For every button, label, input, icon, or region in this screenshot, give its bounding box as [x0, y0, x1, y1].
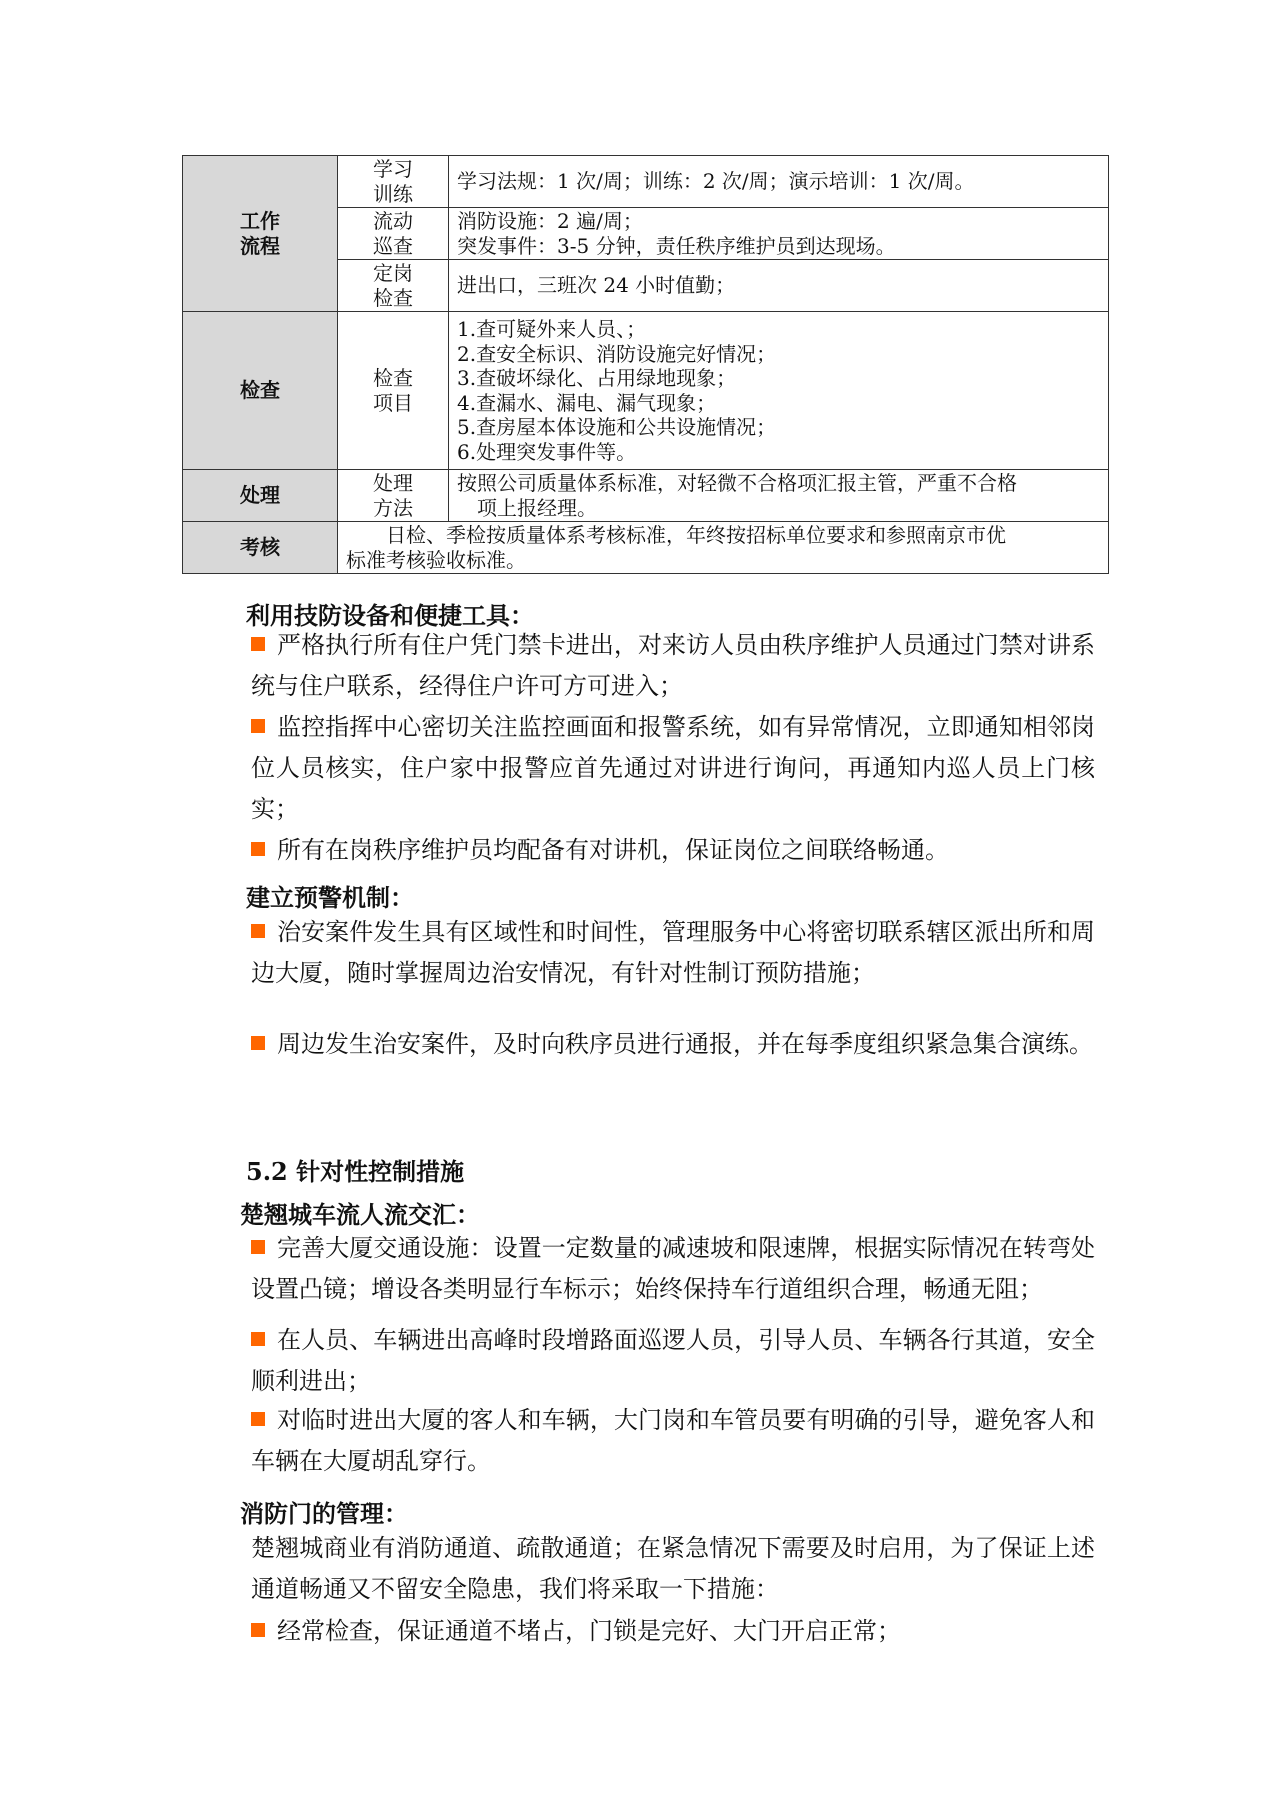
fire-door-item-text: 经常检查，保证通道不堵占，门锁是完好、大门开启正常；	[277, 1617, 901, 1645]
tech-item-2	[195, 707, 1095, 830]
table-row	[183, 312, 1109, 470]
content-line: 项上报经理。	[477, 495, 597, 520]
tech-item-text: 所有在岗秩序维护员均配备有对讲机，保证岗位之间联络畅通。	[277, 836, 949, 864]
content-line: 消防设施：2 遍/周；	[457, 209, 643, 233]
inspection-item: 1.查可疑外来人员、；	[457, 317, 647, 341]
inspection-item: 6.处理突发事件等。	[457, 439, 637, 464]
inspection-item: 4.查漏水、漏电、漏气现象；	[457, 390, 717, 415]
content-cell-handling-method	[449, 470, 1109, 522]
tech-item-1	[195, 625, 1095, 707]
content-cell-patrol	[449, 208, 1109, 260]
content-line: 日检、季检按质量体系考核标准，年终按招标单位要求和参照南京市优	[386, 523, 1006, 547]
fire-door-heading: 消防门的管理：	[240, 1499, 408, 1528]
traffic-item-text: 在人员、车辆进出高峰时段增路面巡逻人员，引导人员、车辆各行其道，安全顺利进出；	[251, 1326, 1095, 1395]
tech-item-text: 监控指挥中心密切关注监控画面和报警系统，如有异常情况，立即通知相邻岗位人员核实，住户家中报警应首先通过对讲进行询问，再通知内巡人员上门核实；	[251, 713, 1095, 823]
content-cell-study: 学习法规：1 次/周；训练：2 次/周；演示培训：1 次/周。	[449, 156, 1109, 208]
fire-door-item-1	[195, 1611, 1095, 1652]
bullet-square-icon	[251, 842, 265, 856]
section-title: 5.2 针对性控制措施	[246, 1157, 465, 1186]
bullet-square-icon	[251, 719, 265, 733]
traffic-item-1	[195, 1228, 1095, 1310]
fire-door-intro	[195, 1528, 1095, 1610]
content-cell-fixed-post: 进出口，三班次 24 小时值勤；	[449, 260, 1109, 312]
bullet-square-icon	[251, 1412, 265, 1426]
bullet-square-icon	[251, 1240, 265, 1254]
bullet-square-icon	[251, 924, 265, 938]
table-row	[183, 470, 1109, 522]
bullet-square-icon	[251, 1332, 265, 1346]
category-cell-handling: 处理	[183, 470, 338, 522]
warning-item-text: 周边发生治安案件，及时向秩序员进行通报，并在每季度组织紧急集合演练。	[277, 1030, 1093, 1058]
tech-item-text: 严格执行所有住户凭门禁卡进出，对来访人员由秩序维护人员通过门禁对讲系统与住户联系，经得住户许可方可进入；	[251, 631, 1095, 700]
inspection-item: 5.查房屋本体设施和公共设施情况；	[457, 415, 777, 439]
sub-cell-patrol: 流动巡查	[338, 208, 449, 260]
table-row	[183, 522, 1109, 574]
inspection-item: 2.查安全标识、消防设施完好情况；	[457, 341, 777, 366]
traffic-item-text: 对临时进出大厦的客人和车辆，大门岗和车管员要有明确的引导，避免客人和车辆在大厦胡乱穿行。	[251, 1406, 1095, 1475]
inspection-item: 3.查破坏绿化、占用绿地现象；	[457, 366, 737, 390]
traffic-item-3	[195, 1400, 1095, 1482]
traffic-heading: 楚翘城车流人流交汇：	[240, 1200, 480, 1229]
warning-heading: 建立预警机制：	[246, 883, 414, 912]
sub-cell-handling-method: 处理方法	[338, 470, 449, 522]
content-cell-inspection-items	[449, 312, 1109, 470]
content-cell-assessment	[338, 522, 1109, 574]
content-line: 标准考核验收标准。	[346, 547, 526, 572]
bullet-square-icon	[251, 637, 265, 651]
content-line: 按照公司质量体系标准，对轻微不合格项汇报主管，严重不合格	[457, 471, 1017, 495]
sub-cell-inspection-items: 检查项目	[338, 312, 449, 470]
fire-door-intro-text: 楚翘城商业有消防通道、疏散通道；在紧急情况下需要及时启用，为了保证上述通道畅通又不留安全隐患，我们将采取一下措施：	[251, 1534, 1095, 1603]
bullet-square-icon	[251, 1623, 265, 1637]
content-line: 突发事件：3-5 分钟，责任秩序维护员到达现场。	[457, 233, 896, 258]
category-cell-assessment: 考核	[183, 522, 338, 574]
category-cell-inspection: 检查	[183, 312, 338, 470]
traffic-item-text: 完善大厦交通设施：设置一定数量的减速坡和限速牌，根据实际情况在转弯处设置凸镜；增设各类明显行车标示；始终保持车行道组织合理，畅通无阻；	[251, 1234, 1095, 1303]
tech-item-3	[195, 830, 1095, 871]
table-row	[183, 156, 1109, 208]
sub-cell-fixed-post: 定岗检查	[338, 260, 449, 312]
category-cell-work-flow: 工作流程	[183, 156, 338, 312]
warning-item-2	[195, 1024, 1095, 1065]
work-procedure-table	[182, 155, 1109, 574]
traffic-item-2	[195, 1320, 1095, 1402]
sub-cell-study: 学习训练	[338, 156, 449, 208]
bullet-square-icon	[251, 1036, 265, 1050]
warning-item-text: 治安案件发生具有区域性和时间性，管理服务中心将密切联系辖区派出所和周边大厦，随时掌握周边治安情况，有针对性制订预防措施；	[251, 918, 1095, 987]
warning-item-1	[195, 912, 1095, 994]
tech-heading: 利用技防设备和便捷工具：	[246, 601, 534, 630]
